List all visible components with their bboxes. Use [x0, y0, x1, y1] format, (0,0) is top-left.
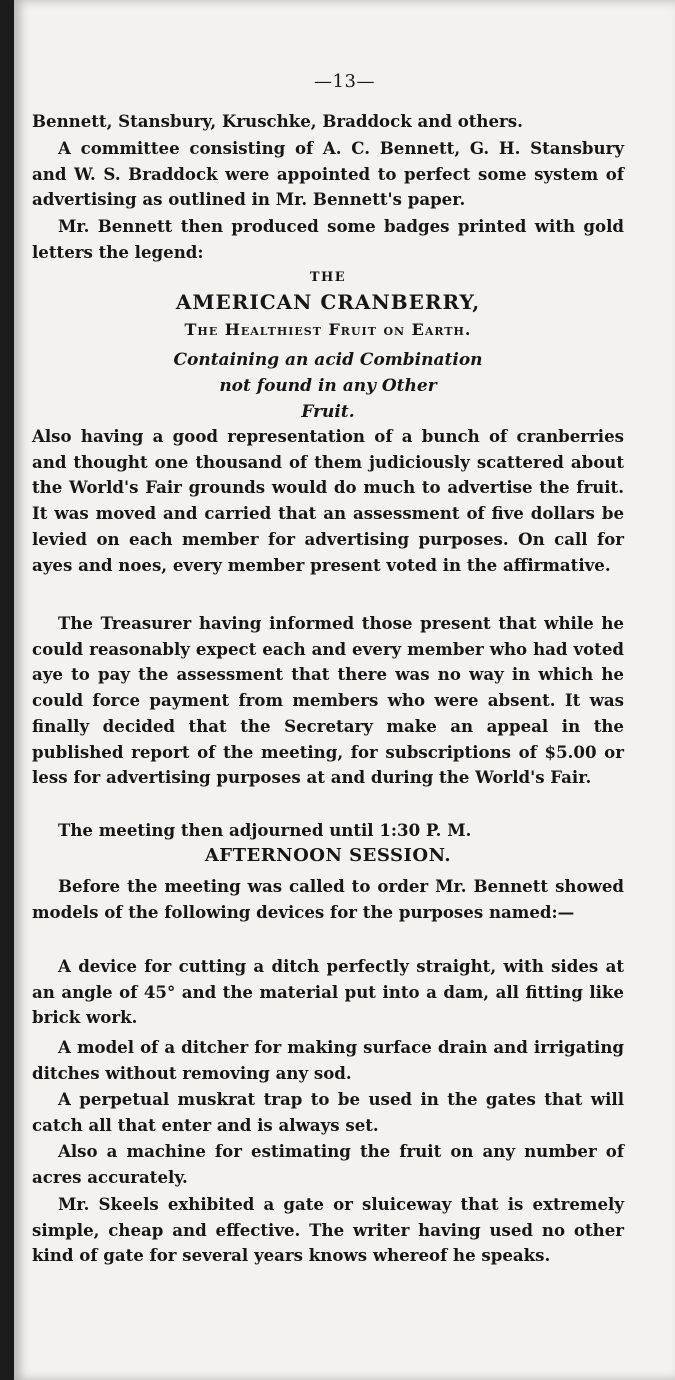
- page-number: —13—: [314, 71, 375, 92]
- paragraph-ditcher: A model of a ditcher for making surface drain and irrigating ditches without removing any sod.: [32, 1037, 624, 1083]
- paragraph-treasurer: The Treasurer having informed those present that while he could reasonably expect each and every member who had voted aye to pay the assessment that there was no way in which he could force payment from members who were absent. It was finally decided that the Secretary make an appeal in the published report of the meeting, for subscriptions of $5.00 or less for advertising purposes at and during the World's Fair.: [32, 613, 624, 788]
- badge-line-1: Containing an acid Combination: [173, 350, 483, 370]
- badge-title: AMERICAN CRANBERRY,: [175, 290, 481, 314]
- badge-line-3: Fruit.: [301, 402, 355, 422]
- section-heading: AFTERNOON SESSION.: [204, 845, 452, 866]
- paragraph-sluiceway: Mr. Skeels exhibited a gate or sluiceway that is extremely simple, cheap and effective. The writer having used no other kind of gate for several years knows whereof he speaks.: [32, 1194, 624, 1266]
- badge-the: THE: [309, 270, 347, 285]
- paragraph-models-intro: Before the meeting was called to order Mr. Bennett showed models of the following devices for the purposes named:—: [32, 876, 624, 922]
- paragraph-fruit-estimator: Also a machine for estimating the fruit on any number of acres accurately.: [32, 1141, 624, 1187]
- paragraph-attendees: Bennett, Stansbury, Kruschke, Braddock and others.: [32, 111, 523, 131]
- paragraph-muskrat-trap: A perpetual muskrat trap to be used in the gates that will catch all that enter and is always set.: [32, 1089, 624, 1135]
- paragraph-committee: A committee consisting of A. C. Bennett, G. H. Stansbury and W. S. Braddock were appointed to perfect some system of advertising as outlined in Mr. Bennett's paper.: [32, 138, 624, 210]
- paragraph-assessment: Also having a good representation of a bunch of cranberries and thought one thousand of them judiciously scattered about the World's Fair grounds would do much to advertise the fruit. It was moved and carried that an assessment of five dollars be levied on each member for advertising purposes. On call for ayes and noes, every member present voted in the affirmative.: [32, 426, 624, 575]
- badge-subtitle: The Healthiest Fruit on Earth.: [184, 320, 472, 339]
- paragraph-badges-intro: Mr. Bennett then produced some badges printed with gold letters the legend:: [32, 216, 624, 262]
- paragraph-adjourned: The meeting then adjourned until 1:30 P. M.: [58, 820, 472, 840]
- badge-line-2: not found in any Other: [219, 376, 437, 396]
- paragraph-ditch-device: A device for cutting a ditch perfectly straight, with sides at an angle of 45° and the material put into a dam, all fitting like brick work.: [32, 956, 624, 1028]
- document-page: [14, 0, 675, 1380]
